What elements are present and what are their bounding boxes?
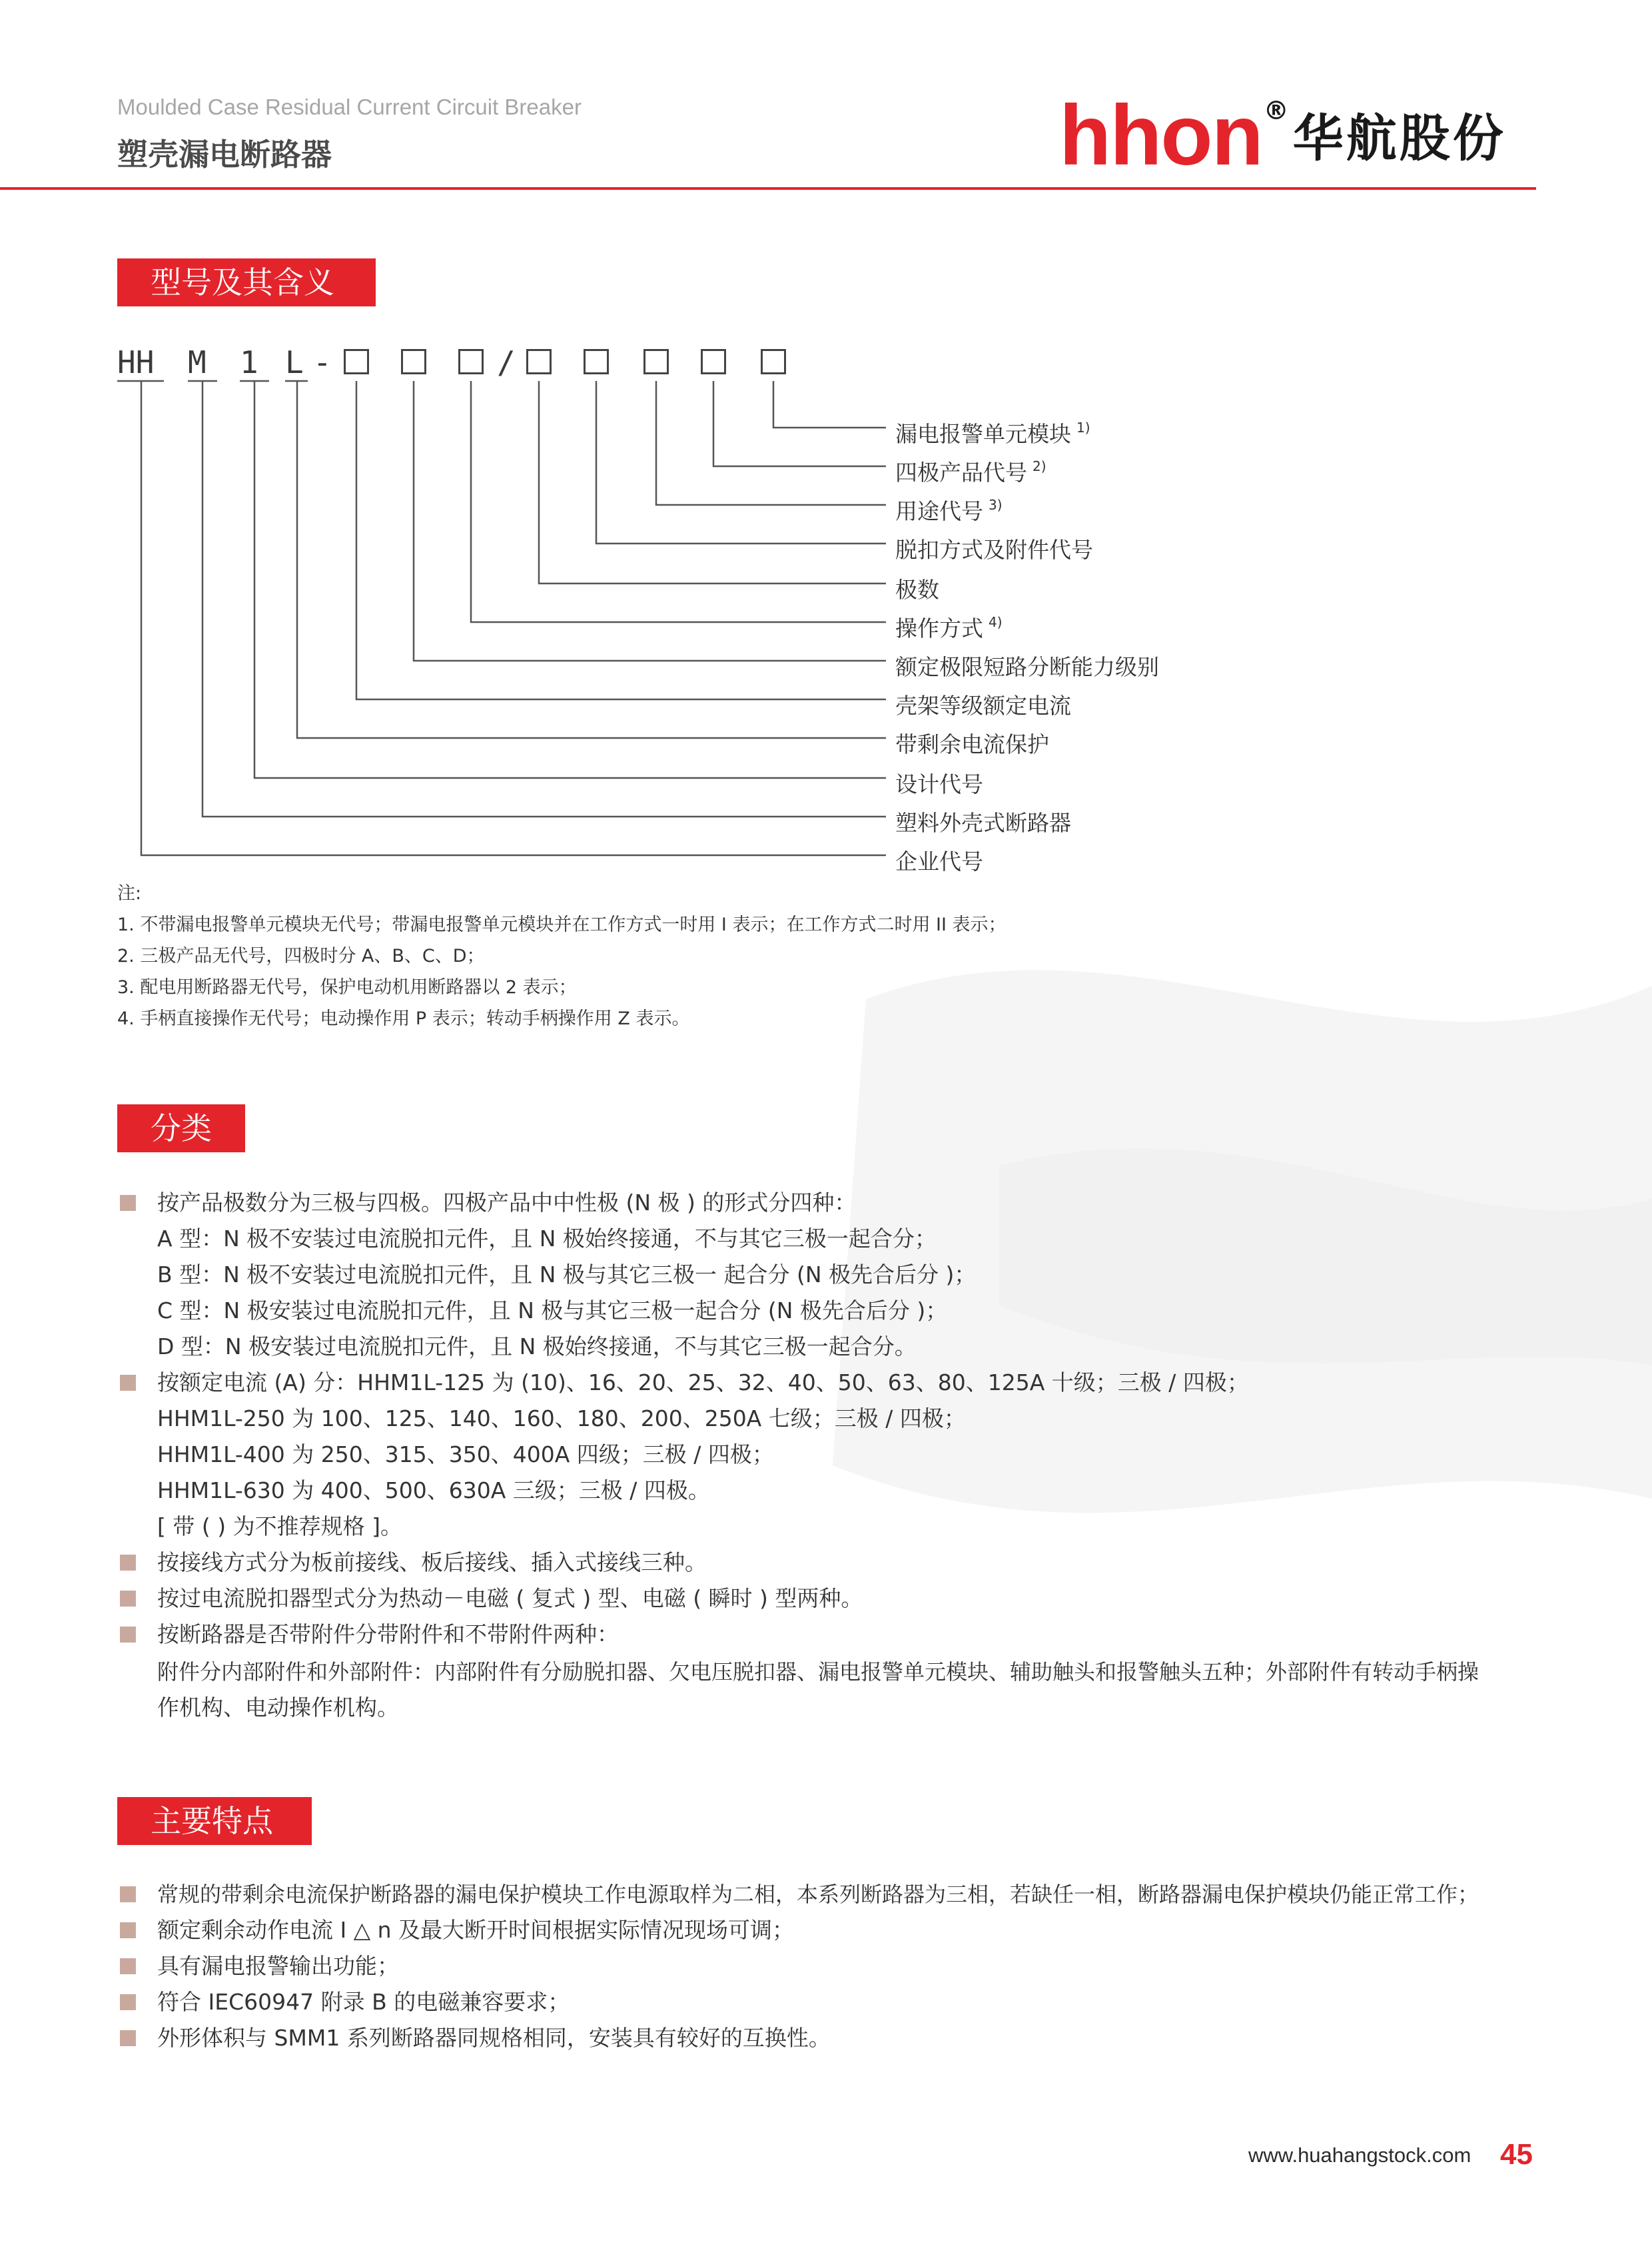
classification-line: HHM1L-630 为 400、500、630A 三级；三极 / 四极。 xyxy=(157,1477,710,1503)
code-label: 设计代号 xyxy=(895,771,983,797)
feature-item: 具有漏电报警输出功能； xyxy=(157,1953,399,1979)
header-title-cn: 塑壳漏电断路器 xyxy=(117,137,332,173)
code-label: 额定极限短路分断能力级别 xyxy=(895,654,1159,680)
section-title-features: 主要特点 xyxy=(117,1797,312,1845)
code-label: 企业代号 xyxy=(895,849,983,875)
code-label: 漏电报警单元模块 $^{1)}$ xyxy=(895,420,1090,447)
classification-line: 按产品极数分为三极与四极。四极产品中中性极 (N 极 ) 的形式分四种： xyxy=(157,1190,857,1216)
feature-item: 常规的带剩余电流保护断路器的漏电保护模块工作电源取样为二相，本系列断路器为三相，若缺任一相，断路器漏电保护模块仍能正常工作； xyxy=(157,1882,1479,1907)
code-part-dash: - xyxy=(313,344,332,380)
classification-line: 附件分内部附件和外部附件：内部附件有分励脱扣器、欠电压脱扣器、漏电报警单元模块、辅助触头和报警触头五种；外部附件有转动手柄操 xyxy=(157,1659,1479,1684)
classification-line: 按断路器是否带附件分带附件和不带附件两种： xyxy=(157,1621,619,1647)
logo-wordmark: hhon xyxy=(1059,88,1262,183)
classification-line: HHM1L-400 为 250、315、350、400A 四级；三极 / 四极； xyxy=(157,1441,774,1467)
code-label: 塑料外壳式断路器 xyxy=(895,810,1071,836)
classification-line: D 型：N 极安装过电流脱扣元件，且 N 极始终接通，不与其它三极一起合分。 xyxy=(157,1333,917,1359)
bullet-square xyxy=(120,1555,136,1571)
notes-block xyxy=(117,878,1007,1034)
code-label: 壳架等级额定电流 xyxy=(895,693,1071,719)
bullet-square xyxy=(120,1591,136,1607)
code-part-l: L xyxy=(285,344,304,380)
code-part-1: 1 xyxy=(240,344,258,380)
bullet-square xyxy=(120,2030,136,2046)
section-title-classification: 分类 xyxy=(117,1104,245,1152)
classification-line: 作机构、电动操作机构。 xyxy=(157,1694,399,1720)
code-label: 极数 xyxy=(895,577,939,603)
code-part-m: M xyxy=(188,344,206,380)
bullet-square xyxy=(120,1627,136,1643)
classification-line: 按过电流脱扣器型式分为热动－电磁 ( 复式 ) 型、电磁 ( 瞬时 ) 型两种。 xyxy=(157,1585,863,1611)
code-label: 用途代号 $^{3)}$ xyxy=(895,497,1003,524)
classification-line: HHM1L-250 为 100、125、140、160、180、200、250A 七级；三极 / 四极； xyxy=(157,1405,966,1431)
classification-line: 按接线方式分为板前接线、板后接线、插入式接线三种。 xyxy=(157,1549,707,1575)
bullet-square xyxy=(120,1375,136,1391)
classification-line: A 型：N 极不安装过电流脱扣元件，且 N 极始终接通，不与其它三极一起合分； xyxy=(157,1226,937,1252)
notes-title: 注: xyxy=(117,883,142,904)
footer-website: www.huahangstock.com xyxy=(1248,2143,1471,2167)
classification-line: 按额定电流 (A) 分：HHM1L-125 为 (10)、16、20、25、32、40、50、63、80、125A 十级；三极 / 四极； xyxy=(157,1369,1249,1395)
code-part-slash: / xyxy=(497,344,516,380)
code-label: 操作方式 $^{4)}$ xyxy=(895,614,1003,641)
note-line: 3. 配电用断路器无代号，保护电动机用断路器以 2 表示； xyxy=(117,977,577,998)
note-line: 1. 不带漏电报警单元模块无代号；带漏电报警单元模块并在工作方式一时用 I 表示；在工作方式二时用 II 表示； xyxy=(117,915,1007,935)
code-label: 带剩余电流保护 xyxy=(895,731,1049,757)
bullet-square xyxy=(120,1922,136,1938)
note-line: 2. 三极产品无代号，四极时分 A、B、C、D； xyxy=(117,946,485,966)
classification-line: [ 带 ( ) 为不推荐规格 ]。 xyxy=(157,1513,402,1539)
feature-item: 额定剩余动作电流 I △ n 及最大断开时间根据实际情况现场可调； xyxy=(157,1917,794,1943)
code-part-hh: HH xyxy=(117,344,155,380)
model-code-leader-lines xyxy=(0,0,1652,879)
code-label: 脱扣方式及附件代号 xyxy=(895,537,1093,563)
classification-line: C 型：N 极安装过电流脱扣元件，且 N 极与其它三极一起合分 (N 极先合后分 )； xyxy=(157,1298,948,1323)
logo-registered-mark: ® xyxy=(1263,96,1289,125)
bullet-square xyxy=(120,1886,136,1902)
feature-item: 外形体积与 SMM1 系列断路器同规格相同，安装具有较好的互换性。 xyxy=(157,2025,831,2051)
code-label: 四极产品代号 $^{2)}$ xyxy=(895,458,1046,486)
logo-company-name: 华航股份 xyxy=(1292,109,1506,168)
classification-line: B 型：N 极不安装过电流脱扣元件，且 N 极与其它三极一 起合分 (N 极先合后分 )； xyxy=(157,1262,977,1288)
bullet-square xyxy=(120,1994,136,2010)
header-title-en: Moulded Case Residual Current Circuit Breaker xyxy=(117,95,582,119)
feature-item: 符合 IEC60947 附录 B 的电磁兼容要求； xyxy=(157,1989,570,2015)
bullet-square xyxy=(120,1195,136,1211)
section-title-model: 型号及其含义 xyxy=(117,258,376,306)
bullet-square xyxy=(120,1958,136,1974)
note-line: 4. 手柄直接操作无代号；电动操作用 P 表示；转动手柄操作用 Z 表示。 xyxy=(117,1008,690,1029)
page-number: 45 xyxy=(1500,2138,1533,2171)
